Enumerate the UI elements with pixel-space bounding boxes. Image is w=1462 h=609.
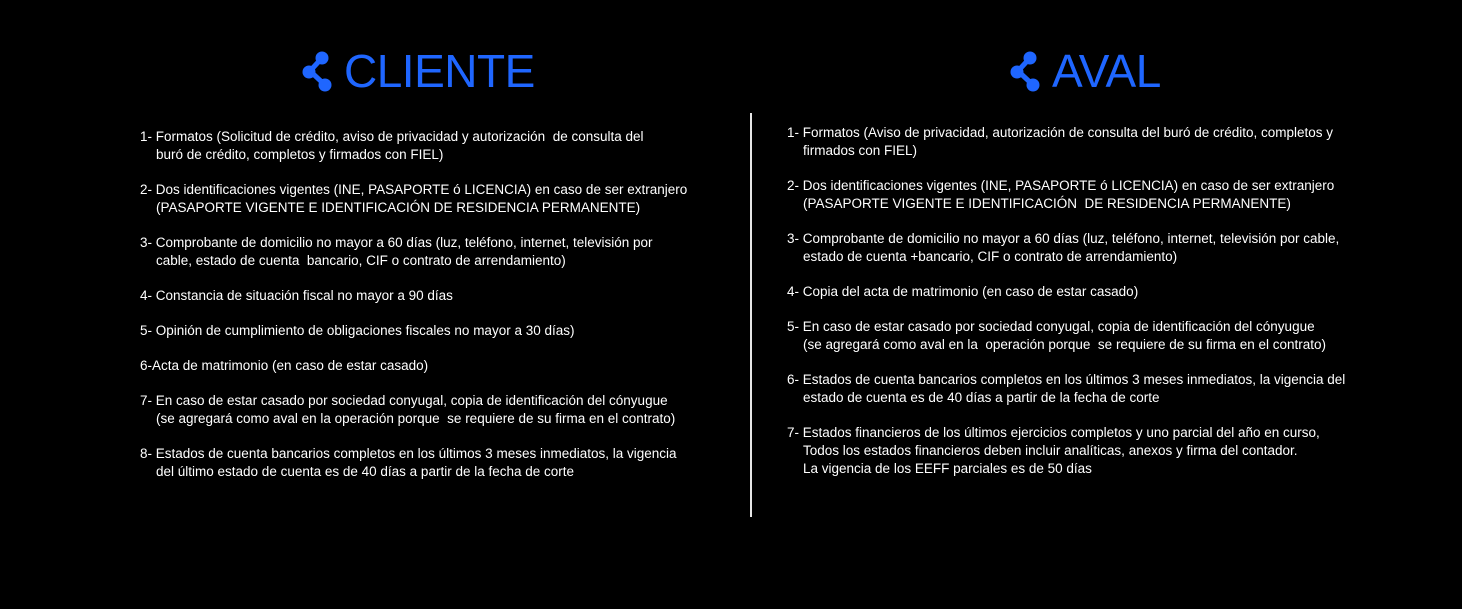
- list-item: [140, 357, 687, 375]
- cliente-heading: [302, 45, 535, 97]
- list-item-line: 1- Formatos (Solicitud de crédito, aviso de privacidad y autorización de consulta del: [140, 129, 644, 144]
- list-item-line: (se agregará como aval en la operación porque se requiere de su firma en el contrato): [156, 411, 676, 426]
- list-item-line: cable, estado de cuenta bancario, CIF o contrato de arrendamiento): [156, 253, 566, 268]
- list-item: [787, 124, 1345, 160]
- aval-requirements-list: [787, 124, 1345, 495]
- list-item-line: Todos los estados financieros deben incluir analíticas, anexos y firma del contador.: [803, 443, 1298, 458]
- list-item-line: (PASAPORTE VIGENTE E IDENTIFICACIÓN DE RESIDENCIA PERMANENTE): [156, 200, 641, 215]
- list-item: [787, 230, 1345, 266]
- list-item-line: 6-Acta de matrimonio (en caso de estar casado): [140, 358, 429, 373]
- list-item: [140, 445, 687, 481]
- list-item-line: estado de cuenta es de 40 días a partir de la fecha de corte: [803, 390, 1160, 405]
- list-item-line: (PASAPORTE VIGENTE E IDENTIFICACIÓN DE RESIDENCIA PERMANENTE): [803, 196, 1291, 211]
- list-item-line: (se agregará como aval en la operación porque se requiere de su firma en el contrato): [803, 337, 1327, 352]
- three-nodes-icon: [1010, 49, 1040, 93]
- aval-heading: [1010, 45, 1161, 97]
- list-item: [787, 283, 1345, 301]
- cliente-title: CLIENTE: [344, 45, 535, 97]
- list-item-line: 7- En caso de estar casado por sociedad conyugal, copia de identificación del cónyugue: [140, 393, 668, 408]
- list-item: [140, 234, 687, 270]
- three-nodes-icon: [302, 49, 332, 93]
- list-item: [787, 424, 1345, 478]
- list-item-line: 8- Estados de cuenta bancarios completos en los últimos 3 meses inmediatos, la vigencia: [140, 446, 677, 461]
- list-item-line: 7- Estados financieros de los últimos ejercicios completos y uno parcial del año en curso,: [787, 425, 1320, 440]
- aval-title: AVAL: [1052, 45, 1161, 97]
- list-item-line: 3- Comprobante de domicilio no mayor a 60 días (luz, teléfono, internet, televisión por cable,: [787, 231, 1340, 246]
- list-item-line: del último estado de cuenta es de 40 días a partir de la fecha de corte: [156, 464, 575, 479]
- list-item: [140, 392, 687, 428]
- list-item-line: 4- Copia del acta de matrimonio (en caso de estar casado): [787, 284, 1139, 299]
- list-item-line: buró de crédito, completos y firmados con FIEL): [156, 147, 444, 162]
- list-item-line: 6- Estados de cuenta bancarios completos en los últimos 3 meses inmediatos, la vigencia del: [787, 372, 1346, 387]
- list-item: [140, 322, 687, 340]
- list-item: [140, 287, 687, 305]
- list-item: [140, 181, 687, 217]
- list-item: [140, 128, 687, 164]
- list-item: [787, 177, 1345, 213]
- list-item-line: firmados con FIEL): [803, 143, 918, 158]
- list-item-line: estado de cuenta +bancario, CIF o contrato de arrendamiento): [803, 249, 1178, 264]
- list-item: [787, 371, 1345, 407]
- list-item-line: 2- Dos identificaciones vigentes (INE, PASAPORTE ó LICENCIA) en caso de ser extranjero: [787, 178, 1335, 193]
- list-item-line: 4- Constancia de situación fiscal no mayor a 90 días: [140, 288, 453, 303]
- list-item-line: 5- En caso de estar casado por sociedad conyugal, copia de identificación del cónyugue: [787, 319, 1315, 334]
- list-item-line: 1- Formatos (Aviso de privacidad, autorización de consulta del buró de crédito, completos y: [787, 125, 1334, 140]
- list-item-line: 2- Dos identificaciones vigentes (INE, PASAPORTE ó LICENCIA) en caso de ser extranjero: [140, 182, 688, 197]
- cliente-requirements-list: [140, 128, 687, 498]
- list-item-line: 3- Comprobante de domicilio no mayor a 60 días (luz, teléfono, internet, televisión por: [140, 235, 653, 250]
- list-item: [787, 318, 1345, 354]
- list-item-line: La vigencia de los EEFF parciales es de 50 días: [803, 461, 1092, 476]
- column-divider: [750, 113, 752, 517]
- list-item-line: 5- Opinión de cumplimiento de obligaciones fiscales no mayor a 30 días): [140, 323, 575, 338]
